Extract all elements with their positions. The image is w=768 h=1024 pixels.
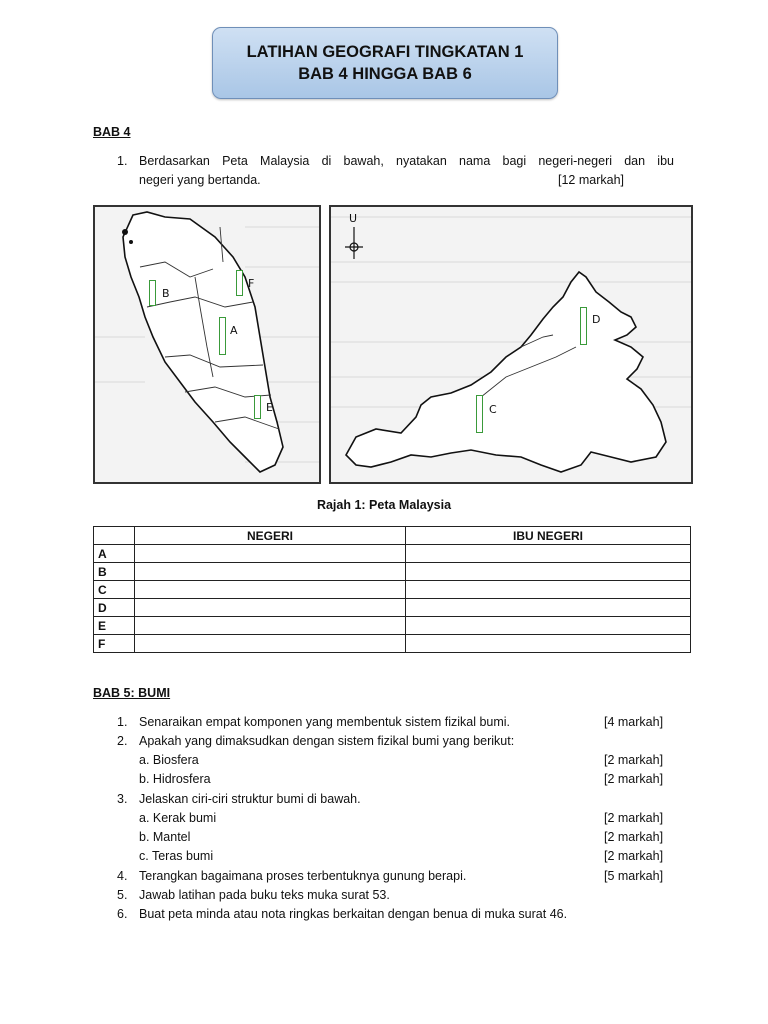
map-label-d: D — [592, 313, 601, 326]
bab5-item-marks: [5 markah] — [604, 869, 664, 883]
marker-b — [149, 280, 156, 306]
table-row — [94, 599, 691, 617]
bab5-item-number: 1. — [117, 715, 128, 729]
bab5-item-text: b. Hidrosfera — [139, 772, 211, 786]
bab5-item-text: Jawab latihan pada buku teks muka surat 53. — [139, 888, 390, 902]
negeri-cell[interactable] — [135, 635, 406, 653]
ibu-negeri-cell[interactable] — [406, 617, 691, 635]
table-row — [94, 563, 691, 581]
bab4-q1-line1: Berdasarkan Peta Malaysia di bawah, nyatakan nama bagi negeri-negeri dan ibu — [139, 154, 674, 168]
bab5-item-marks: [4 markah] — [604, 715, 664, 729]
ibu-negeri-cell[interactable] — [406, 635, 691, 653]
bab5-item-text: Buat peta minda atau nota ringkas berkaitan dengan benua di muka surat 46. — [139, 907, 568, 921]
bab5-item-text: Terangkan bagaimana proses terbentuknya gunung berapi. — [139, 869, 467, 883]
east-malaysia-map — [329, 205, 693, 484]
bab4-q1-line2: negeri yang bertanda. — [139, 173, 261, 187]
bab5-item-number: 5. — [117, 888, 128, 902]
table-header-negeri: NEGERI — [135, 527, 406, 545]
bab5-item-number: 4. — [117, 869, 128, 883]
marker-e — [254, 395, 261, 419]
negeri-cell[interactable] — [135, 599, 406, 617]
bab4-q1-number: 1. — [117, 154, 128, 168]
row-label: A — [94, 545, 135, 563]
ibu-negeri-cell[interactable] — [406, 599, 691, 617]
table-header-blank — [94, 527, 135, 545]
marker-d — [580, 307, 587, 345]
bab5-item-text: b. Mantel — [139, 830, 191, 844]
row-label: E — [94, 617, 135, 635]
ibu-negeri-cell[interactable] — [406, 563, 691, 581]
negeri-cell[interactable] — [135, 563, 406, 581]
title-line-1: LATIHAN GEOGRAFI TINGKATAN 1 — [246, 43, 524, 61]
bab5-item-marks: [2 markah] — [604, 811, 664, 825]
bab5-item-marks: [2 markah] — [604, 849, 664, 863]
ibu-negeri-cell[interactable] — [406, 581, 691, 599]
bab4-q1-marks: [12 markah] — [558, 173, 625, 187]
bab5-item-text: c. Teras bumi — [139, 849, 214, 863]
bab5-item-text: Jelaskan ciri-ciri struktur bumi di bawah. — [139, 792, 361, 806]
bab5-item-marks: [2 markah] — [604, 772, 664, 786]
row-label: C — [94, 581, 135, 599]
map-caption: Rajah 1: Peta Malaysia — [316, 498, 452, 512]
row-label: D — [94, 599, 135, 617]
title-line-2: BAB 4 HINGGA BAB 6 — [298, 65, 472, 83]
table-row — [94, 545, 691, 563]
table-row — [94, 635, 691, 653]
ibu-negeri-cell[interactable] — [406, 545, 691, 563]
map-label-b: B — [162, 287, 170, 300]
bab5-item-text: Apakah yang dimaksudkan dengan sistem fizikal bumi yang berikut: — [139, 734, 515, 748]
peninsular-map-drawing — [95, 207, 319, 482]
bab5-item-marks: [2 markah] — [604, 753, 664, 767]
marker-f — [236, 270, 243, 296]
bab5-item-text: Senaraikan empat komponen yang membentuk sistem fizikal bumi. — [139, 715, 511, 729]
bab5-item-text: a. Kerak bumi — [139, 811, 217, 825]
row-label: B — [94, 563, 135, 581]
negeri-cell[interactable] — [135, 545, 406, 563]
peninsular-outline — [123, 212, 283, 472]
row-label: F — [94, 635, 135, 653]
map-label-a: A — [230, 324, 238, 337]
table-row — [94, 581, 691, 599]
table-header-ibu-negeri: IBU NEGERI — [406, 527, 691, 545]
bab5-heading: BAB 5: BUMI — [93, 686, 171, 700]
compass-icon — [345, 227, 363, 259]
bab5-item-number: 6. — [117, 907, 128, 921]
table-row — [94, 617, 691, 635]
table-header-row — [94, 527, 691, 545]
bab5-item-text: a. Biosfera — [139, 753, 199, 767]
compass-north-label: U — [349, 212, 358, 225]
bab4-heading: BAB 4 — [93, 125, 131, 139]
map-label-c: C — [489, 403, 497, 416]
bab5-item-marks: [2 markah] — [604, 830, 664, 844]
map-label-e: E — [266, 401, 273, 414]
bab5-item-number: 3. — [117, 792, 128, 806]
negeri-cell[interactable] — [135, 617, 406, 635]
bab5-item-number: 2. — [117, 734, 128, 748]
answer-table — [93, 526, 691, 653]
marker-c — [476, 395, 483, 433]
east-malaysia-map-drawing — [331, 207, 691, 482]
peninsular-map — [93, 205, 321, 484]
sabah-sarawak-outline — [346, 272, 666, 472]
map-label-f: F — [248, 277, 255, 290]
negeri-cell[interactable] — [135, 581, 406, 599]
marker-a — [219, 317, 226, 355]
title-banner — [212, 27, 558, 99]
